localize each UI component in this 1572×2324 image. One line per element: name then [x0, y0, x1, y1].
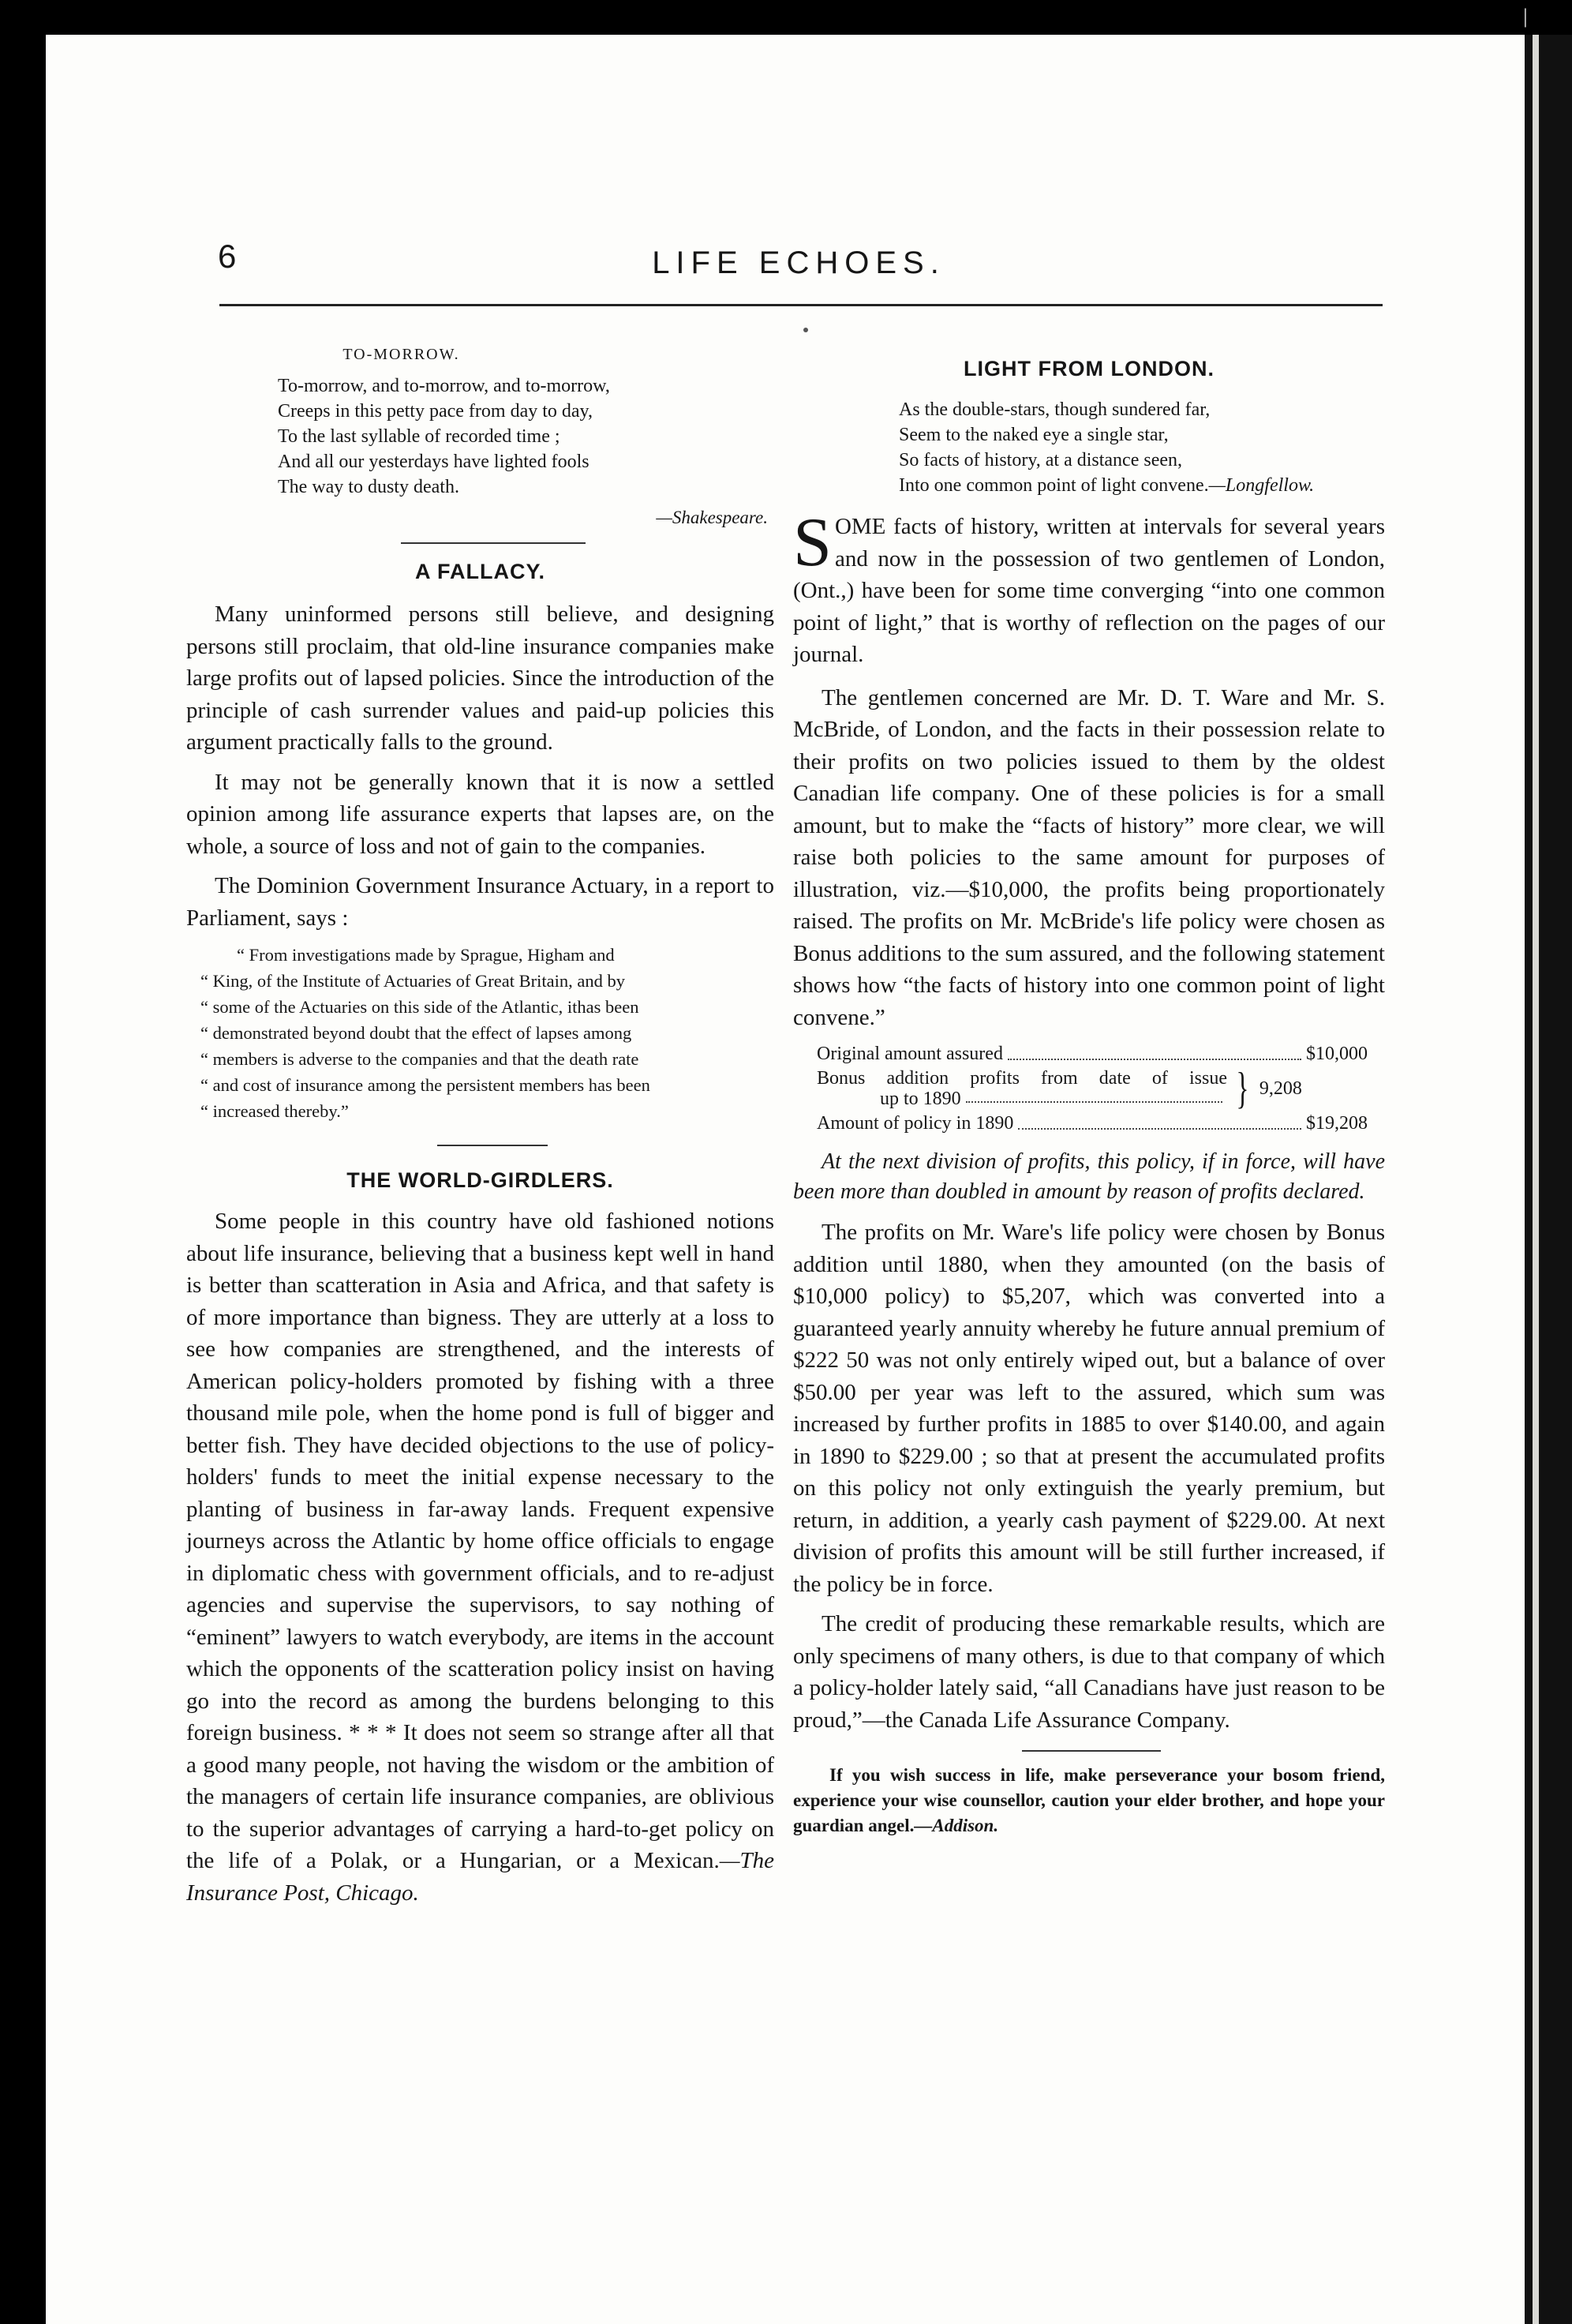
bonus-label — [817, 1068, 1227, 1109]
running-title: LIFE ECHOES. — [652, 246, 945, 280]
statement-row-amount — [817, 1111, 1385, 1136]
drop-cap: S — [793, 504, 832, 581]
statement-value: $19,208 — [1306, 1113, 1368, 1134]
column-ornament — [803, 328, 808, 332]
poem-line: To the last syllable of recorded time ; — [278, 426, 560, 447]
section-rule — [1022, 1750, 1161, 1752]
scan-edge — [1525, 35, 1572, 2324]
quote-line: “ some of the Actuaries on this side of the Atlantic, ithas been — [200, 997, 639, 1017]
poem — [186, 373, 774, 500]
header-rule — [219, 304, 1383, 306]
addison-epigram — [793, 1763, 1385, 1839]
fallacy-paragraph-2: It may not be generally known that it is now a settled opinion among life assurance experts that lapses are, on the whole, a source of loss and not of gain to the companies. — [186, 769, 774, 859]
poem-attribution: —Shakespeare. — [656, 508, 768, 527]
leader-dots — [1008, 1059, 1301, 1060]
right-column — [793, 347, 1385, 1839]
quote-line: “ and cost of insurance among the persistent members has been — [200, 1075, 650, 1095]
epigram-text: If you wish success in life, make perseverance your bosom friend, experience your wise counsellor, caution your elder brother, and hope your guardian angel. — [793, 1765, 1385, 1835]
statement-value: $10,000 — [1306, 1044, 1368, 1064]
poem-title: TO-MORROW. — [342, 346, 460, 363]
bonus-subline — [817, 1089, 1227, 1109]
girdlers-source: —The Insurance Post, Chicago. — [186, 1848, 774, 1906]
heading-fallacy: A FALLACY. — [415, 560, 545, 583]
left-column — [186, 341, 774, 1909]
opening-paragraph — [793, 504, 1385, 671]
leader-dots — [966, 1101, 1222, 1103]
fallacy-paragraph-1: Many uninformed persons still believe, and designing persons still proclaim, that old-line insurance companies make large profits out of lapsed policies. Since the introduction of the principle of cash surrender values and paid-up policies this argument practically falls to the ground. — [186, 602, 774, 755]
epigraph-attribution: —Longfellow. — [1208, 475, 1315, 496]
statement-label: Original amount assured — [817, 1044, 1003, 1064]
epigraph-line: As the double-stars, though sundered far, — [899, 399, 1211, 420]
next-page-edge — [1533, 35, 1539, 2324]
fallacy-paragraph-3: The Dominion Government Insurance Actuary, in a report to Parliament, says : — [186, 873, 774, 931]
section-rule — [437, 1145, 548, 1146]
statement-label: Amount of policy in 1890 — [817, 1113, 1014, 1134]
girdlers-body: Some people in this country have old fashioned notions about life insurance, believing that a business kept well in hand is better than scatteration in Asia and Africa, and that safety is of more importance than bigness. They are utterly at a loss to see how companies are strengthened, and the interests of American policy-holders promoted by fishing with a three thousand mile pole, when the home pond is full of bigger and better fish. They have decided objections to the use of policy-holders' funds to meet the initial expense necessary to the planting of business in far-away lands. Frequent expensive journeys across the Atlantic by home office officials to engage in diplomatic chess with government officials, and to re-adjust agencies and supervise the supervisors, to say nothing of “eminent” lawyers to watch everybody, are items in the account which the opponents of the scatteration policy insist on having go into the record as among the burdens belonging to this foreign business. * * * It does not seem so strange after all that a good many people, not having the wisdom or the ambition of the managers of certain life insurance companies, are oblivious to the superior advantages of carrying a hard-to-get policy on the life of a Polak, or a Hungarian, or a Mexican. — [186, 1209, 774, 1873]
policy-statement — [817, 1041, 1385, 1136]
italic-note: At the next division of profits, this policy, if in force, will have been more than doubled in amount by reason of profits declared. — [793, 1149, 1385, 1204]
statement-row-original — [817, 1041, 1385, 1066]
epigraph-line: Seem to the naked eye a single star, — [899, 425, 1169, 445]
heading-light-from-london: LIGHT FROM LONDON. — [964, 357, 1215, 380]
poem-line: To-morrow, and to-morrow, and to-morrow, — [278, 376, 610, 396]
epigram-attribution: —Addison. — [914, 1816, 999, 1835]
epigraph — [793, 397, 1385, 498]
quote-line: “ King, of the Institute of Actuaries of Great Britain, and by — [200, 971, 625, 991]
quote-line: “ increased thereby.” — [200, 1101, 349, 1121]
statement-value: 9,208 — [1259, 1078, 1302, 1099]
actuary-quote — [186, 942, 774, 1124]
page-number: 6 — [218, 238, 237, 275]
brace-glyph: } — [1236, 1064, 1249, 1113]
quote-line: “ From investigations made by Sprague, Higham and — [237, 945, 615, 965]
statement-label: Bonus addition profits from date of issue — [817, 1068, 1227, 1089]
poem-line: And all our yesterdays have lighted fools — [278, 452, 590, 472]
poem-line: Creeps in this petty pace from day to day, — [278, 401, 593, 422]
statement-row-bonus — [817, 1066, 1385, 1111]
scan-corner-mark: | — [1523, 5, 1528, 28]
section-rule — [401, 542, 586, 544]
statement-label: up to 1890 — [880, 1089, 961, 1109]
leader-dots — [1018, 1128, 1301, 1130]
london-paragraph-3: The profits on Mr. Ware's life policy were chosen by Bonus addition until 1880, when they amounted (on the basis of $10,000 policy) to $5,207, which was converted into a guaranteed yearly annuity whereby he future annual premium of $222 50 was not only entirely wiped out, but a balance of over $50.00 per year was left to the assured, which sum was increased by further profits in 1885 to over $140.00, and again in 1890 to $229.00 ; so that at present the accumulated profits on this policy not only extinguish the yearly premium, but return, in addition, a yearly cash payment of $229.00. At next division of profits this amount will be still further increased, if the policy be in force. — [793, 1220, 1385, 1597]
epigraph-line: So facts of history, at a distance seen, — [899, 450, 1183, 470]
london-paragraph-4: The credit of producing these remarkable results, which are only specimens of many others, is due to that company of which a policy-holder lately said, “all Canadians have just reason to be proud,”—the Canada Life Assurance Company. — [793, 1611, 1385, 1733]
london-paragraph-1: OME facts of history, written at intervals for several years and now in the possession of two gentlemen of London, (Ont.,) have been for some time converging “into one common point of light,” that is worthy of reflection on the pages of our journal. — [793, 514, 1385, 667]
quote-line: “ demonstrated beyond doubt that the effect of lapses among — [200, 1023, 632, 1043]
epigraph-last: Into one common point of light convene. — [899, 475, 1209, 496]
quote-line: “ members is adverse to the companies and that the death rate — [200, 1049, 639, 1069]
london-paragraph-2: The gentlemen concerned are Mr. D. T. Ware and Mr. S. McBride, of London, and the facts in their possession relate to their profits on two policies issued to them by the oldest Canadian life company. One of these policies is for a small amount, but to make the “facts of history” more clear, we will raise both policies to the same amount for purposes of illustration, viz.—$10,000, the profits being proportionately raised. The profits on Mr. McBride's life policy were chosen as Bonus additions to the sum assured, and the following statement shows how “the facts of history into one common point of light convene.” — [793, 684, 1385, 1030]
girdlers-paragraph — [186, 1205, 774, 1909]
poem-line: The way to dusty death. — [278, 477, 459, 497]
epigraph-line — [899, 473, 1385, 498]
running-header — [215, 233, 1383, 288]
heading-world-girdlers: THE WORLD-GIRDLERS. — [346, 1168, 614, 1192]
